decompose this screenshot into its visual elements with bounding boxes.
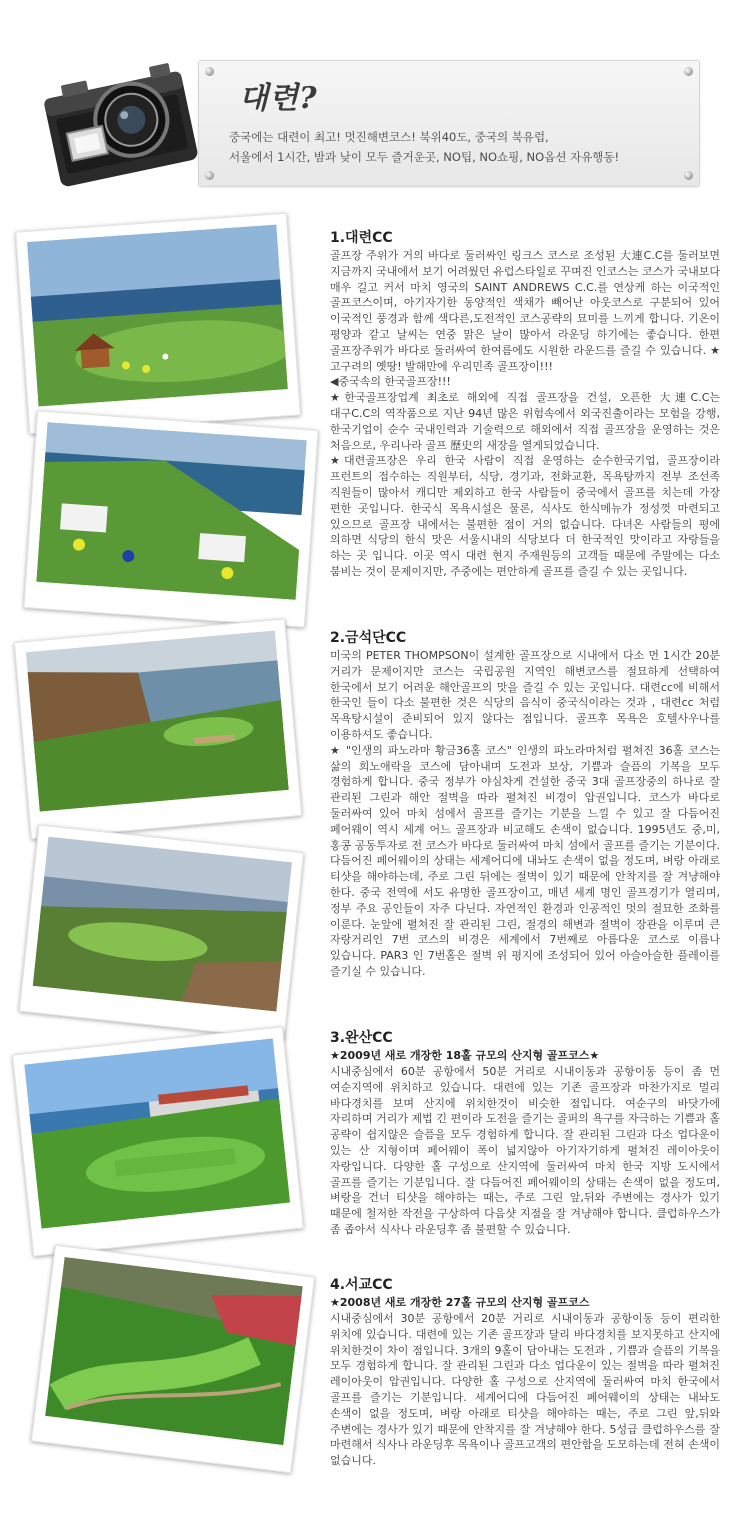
section-title: 4.서교CC	[330, 1277, 393, 1293]
section-paragraph: ★ "인생의 파노라마 황금36홀 코스" 인생의 파노라마처럼 펼쳐진 36홀 코스는 삶의 희노애락을 코스에 담아내며 도전과 보상, 기쁨과 슬픔의 기복을 모두 경험하게 합니다. 중국 정부가 야심차게 건설한 중국 3대 골프장중의 하나로 잘 관리된 그린과 해안 절벽을 따라 펼쳐진 비경이 압권입니다. 코스가 바다로 둘러싸여 있어 마치 섬에서 골프를 즐기는 기분을 느낄 수 있고 잘 다듬어진 페어웨이 역시 세계 어느 골프장과 비교해도 손색이 없습니다. 1995년도 중,미,홍콩 공동투자로 전 코스가 바다로 둘러싸여 마치 섬에서 골프를 즐기는 기분이다. 다듬어진 페어웨이의 상태는 세계어디에 내놔도 손색이 없을 정도며, 벼랑 아래로 티샷을 해야하는데, 주로 그린 뒤에는 절벽이 있기 때문에 안착지를 잘 겨냥해야 한다. 중국 전역에 서도 유명한 골프장이고, 매년 세계 명인 골프경기가 열리며, 정부 주요 공인들이 자주 다닌다. 자연적인 환경과 인공적인 멋의 절묘한 조화를 이룬다. 눈앞에 펼쳐진 잘 관리된 그린, 절경의 해변과 절벽이 장관을 이루며 큰 자랑거리인 7번 코스의 비경은 세계에서 7번째로 아름다운 코스로 이름나 있습니다. PAR3 인 7번홀은 절벽 위 평지에 조성되어 있어 아슬아슬한 플레이를 즐기실 수 있습니다.	[330, 743, 720, 978]
intro-text	[229, 127, 689, 167]
golf-photo	[31, 1245, 315, 1473]
intro-line: 서울에서 1시간, 밤과 낮이 모두 즐거운곳, NO팁, NO쇼핑, NO옵션 자유행동!	[229, 150, 620, 164]
intro-line: 중국에는 대련이 최고! 멋진해변코스! 북위40도, 중국의 북유럽,	[229, 130, 549, 144]
pushpin-icon	[205, 171, 214, 180]
golf-photo	[14, 619, 302, 840]
section-paragraph: 미국의 PETER THOMPSON이 설계한 골프장으로 시내에서 다소 먼 1시간 20분 거리가 문제이지만 코스는 국립공원 지역인 해변코스를 절묘하게 선택하여 한국에서 보기 어려운 해안골프의 맛을 즐길 수 있는 곳입니다. 대련cc에 비해서 한국인 들이 다소 불편한 것은 식당의 음식이 중국식이라는 것과 , 대련cc 처럼 목욕탕시설이 준비되어 있지 않다는 점입니다. 골프후 목욕은 호텔사우나를 이용하셔도 좋습니다.	[330, 649, 720, 741]
pushpin-icon	[684, 67, 693, 76]
pushpin-icon	[205, 67, 214, 76]
header	[0, 0, 737, 200]
section-paragraph: 시내중심에서 30분 공항에서 20분 거리로 시내이동과 공항이동 등이 편리한 위치에 있습니다. 대련에 있는 기존 골프장과 달리 바다경치를 보지못하고 산지에 위치한것이 차이 점입니다. 3개의 9홀이 담아내는 도전과 , 기쁨과 슬픔의 기복을 모두 경험하게 합니다. 잘 관리된 그린과 다소 업다운이 있는 절벽을 따라 펼쳐진 레이아웃이 압권입니다. 다양한 홀 구성으로 산지역에 둘러싸여 마치 한국에서 골프를 즐기는 기분입니다. 세계어디에 다듬어진 페어웨이의 상태는 내놔도 손색이 없을 정도며, 벼랑 아래로 티샷을 해야하는 때는, 주로 그린 앞,뒤와 주변에는 경사가 있기 때문에 안착지를 잘 겨냥해야 한다. 5성급 클럽하우스를 잘 마련해서 식사나 라운딩후 목욕이나 골프고객의 편안함을 도모하는데 전혀 손색이 없습니다.	[330, 1312, 720, 1468]
section-paragraph: ★대련골프장은 우리 한국 사람이 직접 운영하는 순수한국기업, 골프장이라 프런트의 접수하는 직원부터, 식당, 경기과, 전화교환, 목욕탕까지 전부 조선족 직원들이 많아서 캐디만 제외하고 한국 사람들이 중국에서 골프를 치는데 가장 편한 곳입니다. 한국식 목욕시설은 물론, 식사도 한식메뉴가 정성껏 마련되고 있으므로 골프장 내에서는 불편한 점이 거의 없습니다. 다녀온 사람들의 평에 의하면 식당의 한식 맛은 서울시내의 식당보다 더 한국적인 맛이라고 자랑들을 하는 곳 입니다. 이곳 역시 대련 현지 주재원등의 고객들 때문에 주말에는 다소 붐비는 것이 문제이지만, 주중에는 편안하게 골프를 즐길 수 있는 곳입니다.	[330, 454, 720, 578]
camera-icon	[40, 44, 202, 204]
pushpin-icon	[684, 171, 693, 180]
section-paragraph: ★한국골프장업계 최초로 해외에 직접 골프장을 건설, 오픈한 大連C.C는 대구C.C의 역작품으로 지난 94년 많은 위험속에서 외국진출이라는 모험을 강행, 한국기업이 순수 국내인력과 기술력으로 해외에서 직접 골프장을 운영하는 것은 처음으로, 우리나라 골프 歷史의 새장을 열게되었습니다.	[330, 391, 720, 452]
intro-banner	[198, 60, 700, 187]
section-subtitle: ★2009년 새로 개장한 18홀 규모의 산지형 골프코스★	[330, 1049, 600, 1062]
section-subtitle: ★2008년 새로 개장한 27홀 규모의 산지형 골프코스	[330, 1296, 590, 1309]
page-title: 대련?	[239, 81, 318, 116]
section-paragraph: ◀중국속의 한국골프장!!!	[330, 375, 451, 389]
section-paragraph: 시내중심에서 60분 공항에서 50분 거리로 시내이동과 공항이동 등이 좀 먼 여순지역에 위치하고 있습니다. 대련에 있는 기존 골프장과 마찬가지로 멀리 바다경치를 보며 산지에 위치한것이 비슷한 점입니다. 여순구의 바닷가에 자리하며 거리가 제법 긴 편이라 도전을 즐기는 골퍼의 욕구를 자극하는 기쁨과 홀 공략이 쉽지않은 슬픔을 모두 경험하게 합니다. 잘 관리된 그린과 다소 업다운이 있는 산 지형이며 페어웨이 폭이 넓지않아 아기자기하게 펼쳐진 레이아웃이 자랑입니다. 다양한 홀 구성으로 산지역에 둘러싸여 마치 한국 지방 도시에서 골프를 즐기는 기분입니다. 잘 다듬어진 페어웨이의 상태는 손색이 없을 정도며, 벼랑을 건너 티샷을 해야하는 때는, 주로 그린 앞,뒤와 주변에는 경사가 있기 때문에 철저한 작전을 구상하여 다음샷 지점을 잘 겨냥해야 합니다. 클럽하우스가 좀 좁아서 식사나 라운딩후 좀 불편할 수 있습니다.	[330, 1065, 720, 1236]
section-title: 2.금석단CC	[330, 630, 407, 646]
course-section	[330, 228, 720, 580]
section-title: 1.대련CC	[330, 230, 393, 246]
section-title: 3.완산CC	[330, 1030, 393, 1046]
golf-photo	[23, 410, 318, 627]
golf-photo	[19, 825, 304, 1040]
course-section	[330, 1028, 720, 1238]
golf-photo	[12, 1026, 304, 1256]
course-section	[330, 628, 720, 980]
course-section	[330, 1275, 720, 1469]
section-paragraph: 골프장 주위가 거의 바다로 둘러싸인 링크스 코스로 조성된 大連C.C를 둘러보면 지금까지 국내에서 보기 어려웠던 유럽스타일로 꾸며진 인코스는 코스가 국내보다 매우 길고 커서 마치 영국의 SAINT ANDREWS C.C.를 연상케 하는 이국적인 골프코스이며, 아기자기한 동양적인 색채가 빼어난 아웃코스로 구분되어 있어 이국적인 풍경과 함께 색다른,도전적인 코스공략의 묘미를 느끼게 합니다. 기온이 평양과 같고 날씨는 연중 맑은 날이 많아서 라운딩 하기에는 좋습니다. 한편 골프장주위가 바다로 둘러싸여 한여름에도 시원한 라운드를 즐길 수 있습니다. ★고구려의 옛땅! 발해만에 우리민족 골프장이!!!	[330, 249, 720, 373]
golf-photo	[15, 213, 300, 434]
